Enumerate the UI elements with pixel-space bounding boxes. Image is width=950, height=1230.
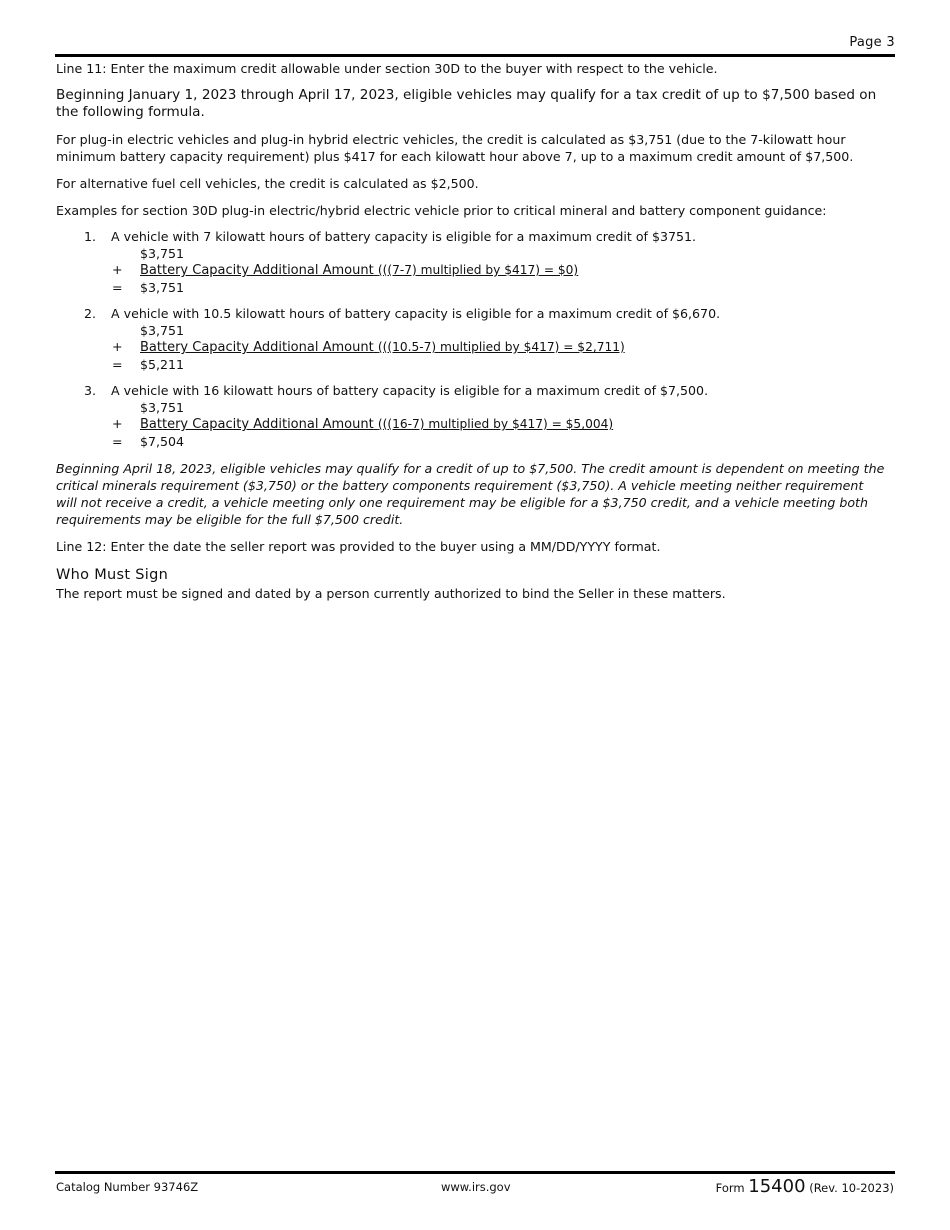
example-total: $7,504 [140, 433, 185, 449]
additional-amount-formula: (((16-7) multiplied by $417) = $5,004) [377, 417, 614, 431]
example-number: 3. [84, 383, 97, 398]
bottom-divider [55, 1171, 895, 1174]
page-content [56, 60, 886, 612]
fuel-cell-paragraph: For alternative fuel cell vehicles, the credit is calculated as $2,500. [56, 176, 479, 191]
formula-intro: Beginning January 1, 2023 through April 17, 2023, eligible vehicles may qualify for a tax credit of up to $7,500 based on the following formula. [56, 87, 877, 120]
example-base-amount: $3,751 [140, 322, 185, 338]
line-11-instruction: Line 11: Enter the maximum credit allowable under section 30D to the buyer with respect to the vehicle. [56, 61, 718, 76]
example-additional-amount [140, 339, 625, 357]
page-number: Page 3 [849, 35, 895, 50]
equals-sign: = [112, 356, 123, 372]
additional-amount-label: Battery Capacity Additional Amount [140, 417, 374, 432]
form-number: 15400 [748, 1176, 806, 1197]
page-footer [56, 1176, 894, 1198]
example-item [56, 306, 886, 373]
additional-amount-formula: (((10.5-7) multiplied by $417) = $2,711) [377, 340, 625, 354]
form-revision: (Rev. 10-2023) [809, 1181, 894, 1195]
equals-sign: = [112, 279, 123, 295]
form-prefix: Form [715, 1181, 745, 1195]
example-text: A vehicle with 10.5 kilowatt hours of battery capacity is eligible for a maximum credit of $6,670. [111, 306, 721, 321]
example-base-amount: $3,751 [140, 245, 185, 261]
example-total: $5,211 [140, 356, 185, 372]
example-additional-amount [140, 416, 613, 434]
equals-sign: = [112, 433, 123, 449]
who-must-sign-heading: Who Must Sign [56, 567, 169, 583]
plus-sign: + [112, 262, 123, 277]
examples-intro: Examples for section 30D plug-in electric/hybrid electric vehicle prior to critical mineral and battery component guidance: [56, 203, 827, 218]
additional-amount-label: Battery Capacity Additional Amount [140, 263, 374, 278]
april-2023-credit-paragraph: Beginning April 18, 2023, eligible vehicles may qualify for a credit of up to $7,500. The credit amount is dependent on meeting the critical minerals requirement ($3,750) or the battery components requirement ($3,750). A vehicle meeting neither requirement will not receive a credit, a vehicle meeting only one requirement may be eligible for a $3,750 credit, and a vehicle meeting both requirements may be eligible for the full $7,500 credit. [56, 461, 885, 527]
additional-amount-formula: (((7-7) multiplied by $417) = $0) [377, 263, 579, 277]
example-item [56, 383, 886, 450]
plus-sign: + [112, 339, 123, 354]
plus-sign: + [112, 416, 123, 431]
example-number: 1. [84, 229, 97, 244]
plugin-vehicle-paragraph: For plug-in electric vehicles and plug-in hybrid electric vehicles, the credit is calculated as $3,751 (due to the 7-kilowatt hour minimum battery capacity requirement) plus $417 for each kilowatt hour above 7, up to a maximum credit amount of $7,500. [56, 132, 854, 164]
who-must-sign-text: The report must be signed and dated by a person currently authorized to bind the Seller in these matters. [56, 586, 726, 601]
website-link[interactable]: www.irs.gov [441, 1180, 511, 1194]
top-divider [55, 54, 895, 57]
example-text: A vehicle with 16 kilowatt hours of battery capacity is eligible for a maximum credit of $7,500. [111, 383, 709, 398]
example-item [56, 229, 886, 296]
catalog-number: Catalog Number 93746Z [56, 1180, 199, 1194]
additional-amount-label: Battery Capacity Additional Amount [140, 340, 374, 355]
line-12-instruction: Line 12: Enter the date the seller report was provided to the buyer using a MM/DD/YYYY format. [56, 539, 661, 554]
example-number: 2. [84, 306, 97, 321]
example-base-amount: $3,751 [140, 399, 185, 415]
example-additional-amount [140, 262, 578, 280]
example-text: A vehicle with 7 kilowatt hours of battery capacity is eligible for a maximum credit of $3751. [111, 229, 697, 244]
form-identifier [716, 1176, 894, 1197]
example-total: $3,751 [140, 279, 185, 295]
